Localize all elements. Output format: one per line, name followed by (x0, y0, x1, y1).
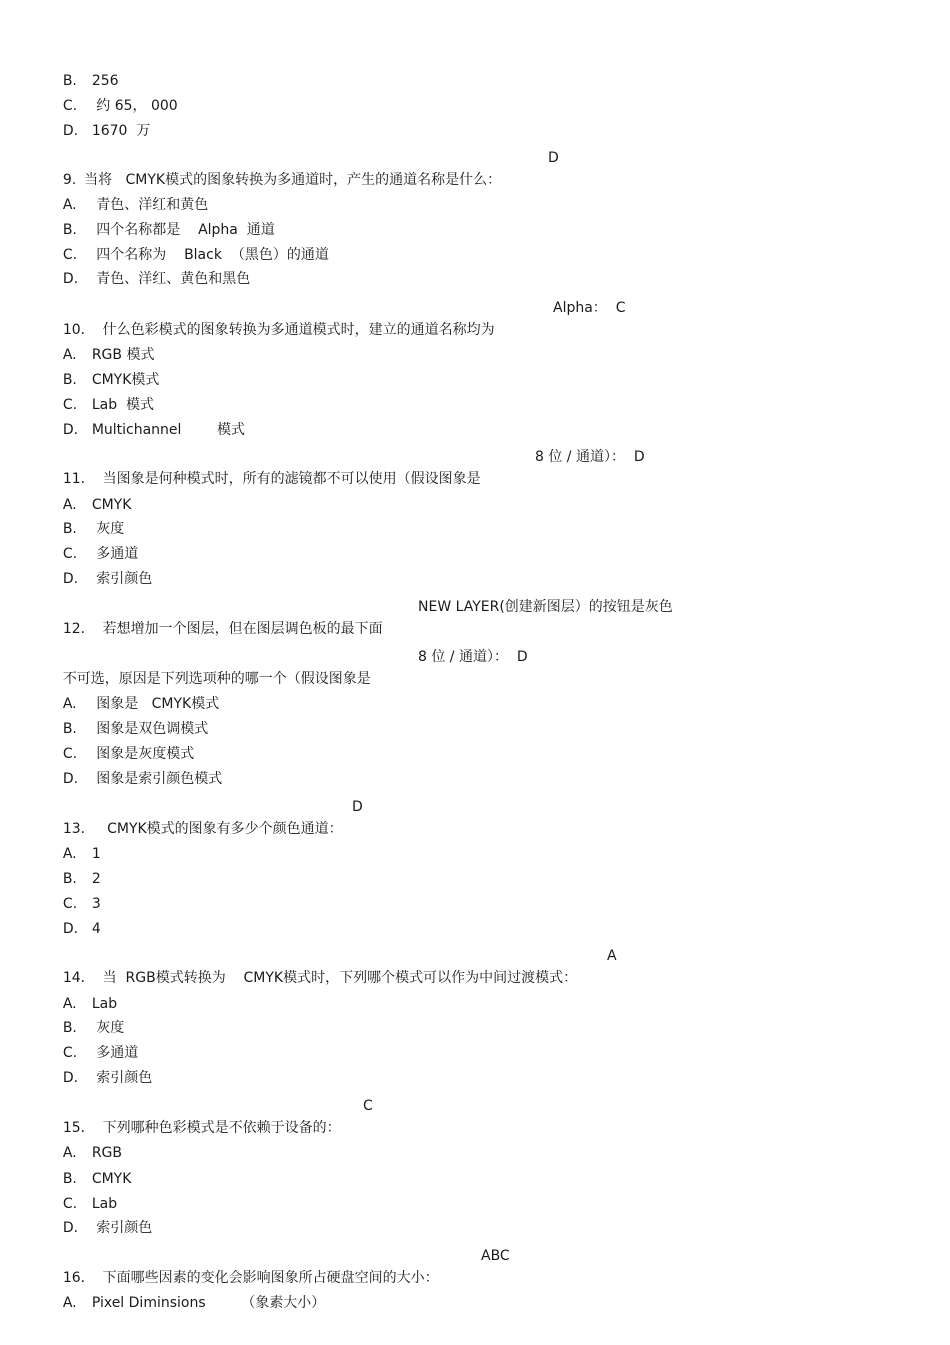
option-line (45, 397, 246, 438)
option-text: 四个名称为 Black （黑色）的通道 (91, 247, 329, 263)
option-line (45, 496, 125, 537)
option-text: 图象是灰度模式 (91, 746, 195, 762)
option-text: Lab (91, 1196, 118, 1212)
option-text: CMYK (91, 1171, 132, 1187)
option-line (45, 846, 101, 887)
option-text: RGB 模式 (91, 347, 155, 363)
option-line (45, 73, 178, 114)
option-text: 1670 万 (91, 123, 151, 139)
question-text: 当 RGB模式转换为 CMYK模式时，下列哪个模式可以作为中间过渡模式： (102, 970, 578, 986)
question-text: 什么色彩模式的图象转换为多通道模式时，建立的通道名称均为 (102, 322, 495, 338)
question-number: 9. (62, 172, 77, 188)
option-text: 多通道 (91, 546, 139, 562)
option-letter: D. (62, 123, 79, 139)
option-text: 2 (91, 871, 101, 887)
question-10 (45, 297, 495, 338)
option-line (45, 721, 195, 762)
option-text: 4 (91, 921, 101, 937)
answer-key: C (363, 1098, 373, 1114)
option-letter: D. (62, 571, 79, 587)
option-line (45, 322, 155, 363)
option-line (45, 1270, 326, 1311)
option-text: 图象是双色调模式 (91, 721, 209, 737)
option-letter: D. (62, 422, 79, 438)
option-line (45, 521, 139, 562)
option-letter: B. (62, 372, 77, 388)
option-letter: A. (62, 996, 77, 1012)
option-line (45, 1195, 153, 1236)
option-letter: B. (62, 1171, 77, 1187)
option-letter: A. (62, 696, 77, 712)
option-line (45, 347, 160, 388)
option-line (45, 98, 151, 139)
option-line (45, 896, 101, 937)
option-text: 1 (91, 846, 101, 862)
answer-key: D (548, 150, 559, 166)
question-number: 16． (62, 1270, 95, 1286)
option-letter: B. (62, 721, 77, 737)
option-text: 图象是 CMYK模式 (91, 696, 220, 712)
option-letter: A. (62, 1295, 77, 1311)
question-text: 下面哪些因素的变化会影响图象所占硬盘空间的大小： (102, 1270, 439, 1286)
option-line (45, 696, 209, 737)
option-text: 四个名称都是 Alpha 通道 (91, 222, 275, 238)
option-text: 灰度 (91, 1020, 125, 1036)
option-line (45, 1146, 132, 1187)
answer-key: 8 位 / 通道）： D (535, 449, 645, 465)
option-letter: D. (62, 1070, 79, 1086)
option-letter: A. (62, 197, 77, 213)
option-text: 索引颜色 (91, 1220, 153, 1236)
option-line (45, 821, 101, 862)
question-text-continued: NEW LAYER(创建新图层）的按钮是灰色 (418, 599, 673, 615)
option-letter: C. (62, 1045, 78, 1061)
answer-key: 8 位 / 通道）： D (418, 649, 528, 665)
question-number: 12． (62, 621, 95, 637)
option-letter: C. (62, 98, 78, 114)
answer-key: A (607, 948, 617, 964)
question-15 (45, 1095, 341, 1136)
question-11 (45, 446, 481, 487)
option-text: CMYK模式 (91, 372, 160, 388)
question-text: 下列哪种色彩模式是不依赖于设备的： (102, 1120, 341, 1136)
option-text: Pixel Diminsions （象素大小） (91, 1295, 326, 1311)
option-line (45, 1171, 118, 1212)
question-number: 13． (62, 821, 95, 837)
option-letter: B. (62, 521, 77, 537)
option-text: 256 (91, 73, 119, 89)
option-letter: A. (62, 846, 77, 862)
option-text: 索引颜色 (91, 1070, 153, 1086)
option-letter: B. (62, 1020, 77, 1036)
option-line (45, 671, 220, 712)
option-line (45, 197, 275, 238)
option-line (45, 222, 329, 263)
option-letter: C. (62, 896, 78, 912)
option-letter: B. (62, 871, 77, 887)
option-line (45, 172, 209, 213)
question-13 (45, 796, 343, 837)
option-letter: B. (62, 73, 77, 89)
option-letter: A. (62, 497, 77, 513)
option-line (45, 1120, 122, 1161)
option-line (45, 746, 223, 787)
option-letter: D. (62, 1220, 79, 1236)
option-text: RGB (91, 1145, 122, 1161)
option-line (45, 246, 251, 287)
question-number: 11． (62, 471, 95, 487)
question-9 (45, 147, 502, 188)
option-text: 3 (91, 896, 101, 912)
option-text: 约 65， 000 (91, 98, 178, 114)
option-letter: C. (62, 247, 78, 263)
option-text: 图象是索引颜色模式 (91, 771, 223, 787)
option-line (45, 1020, 139, 1061)
option-line (45, 1045, 153, 1086)
question-text: 当将 CMYK模式的图象转换为多通道时，产生的通道名称是什么： (84, 172, 502, 188)
option-line (45, 871, 101, 912)
option-line (45, 48, 119, 89)
option-letter: D. (62, 921, 79, 937)
question-text: CMYK模式的图象有多少个颜色通道： (102, 821, 343, 837)
option-text: 青色、洋红、黄色和黑色 (91, 271, 251, 287)
option-line (45, 546, 153, 587)
option-text: Lab (91, 996, 118, 1012)
question-text: 当图象是何种模式时，所有的滤镜都不可以使用（假设图象是 (102, 471, 481, 487)
option-letter: C. (62, 546, 78, 562)
question-number: 15． (62, 1120, 95, 1136)
question-12 (45, 596, 383, 637)
option-letter: D. (62, 771, 79, 787)
option-letter: C. (62, 1196, 78, 1212)
question-text: 不可选，原因是下列选项种的哪一个（假设图象是 (62, 671, 371, 687)
option-letter: D. (62, 271, 79, 287)
option-text: 索引颜色 (91, 571, 153, 587)
answer-key: ABC (481, 1248, 510, 1264)
option-line (45, 472, 132, 513)
option-letter: A. (62, 1145, 77, 1161)
question-14 (45, 945, 578, 986)
option-letter: C. (62, 397, 78, 413)
option-text: 多通道 (91, 1045, 139, 1061)
answer-key: D (352, 799, 363, 815)
question-number: 10． (62, 322, 95, 338)
option-letter: A. (62, 347, 77, 363)
question-text: 若想增加一个图层，但在图层调色板的最下面 (102, 621, 383, 637)
option-text: 青色、洋红和黄色 (91, 197, 209, 213)
question-number: 14． (62, 970, 95, 986)
option-text: Multichannel 模式 (91, 422, 246, 438)
option-text: 灰度 (91, 521, 125, 537)
answer-key: Alpha： C (553, 300, 626, 316)
option-text: CMYK (91, 497, 132, 513)
option-line (45, 372, 154, 413)
option-letter: C. (62, 746, 78, 762)
option-letter: B. (62, 222, 77, 238)
question-12-continuation (45, 646, 371, 687)
question-16 (45, 1245, 439, 1286)
option-line (45, 971, 118, 1012)
option-text: Lab 模式 (91, 397, 154, 413)
option-line (45, 995, 125, 1036)
